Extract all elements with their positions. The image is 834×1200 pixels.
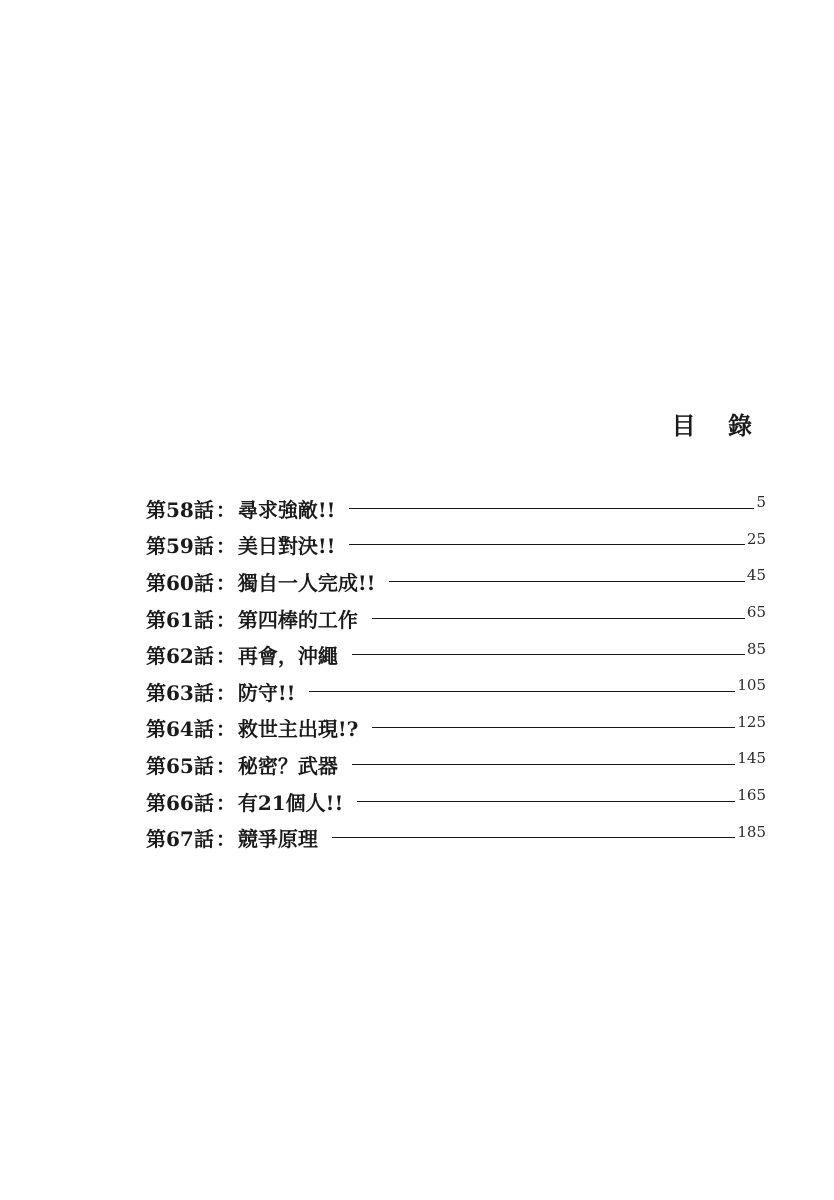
- chapter-title: 再會，沖繩: [237, 644, 338, 669]
- toc-entry: [146, 563, 766, 600]
- page-number: 105: [737, 676, 766, 695]
- page-number: 25: [746, 529, 766, 548]
- leader-line: [309, 691, 735, 692]
- chapter-label: 第59話: [146, 534, 214, 559]
- toc-entry: [146, 673, 766, 710]
- page-number: 65: [746, 603, 766, 622]
- toc-list: [146, 490, 766, 856]
- chapter-label: 第67話: [146, 827, 214, 852]
- toc-title: 目 錄: [671, 411, 764, 440]
- toc-entry: [146, 783, 766, 820]
- chapter-title: 第四棒的工作: [237, 607, 358, 632]
- separator: ：: [215, 497, 236, 522]
- toc-entry: [146, 600, 766, 637]
- toc-entry: [146, 636, 766, 673]
- page-number: 125: [737, 712, 766, 731]
- leader-line: [332, 837, 736, 838]
- chapter-title: 尋求強敵!!: [237, 497, 336, 522]
- toc-entry: [146, 819, 766, 856]
- leader-line: [389, 581, 745, 582]
- page-number: 85: [746, 639, 766, 658]
- chapter-label: 第65話: [146, 753, 214, 778]
- chapter-title: 競爭原理: [237, 827, 318, 852]
- separator: ：: [215, 534, 236, 559]
- chapter-label: 第63話: [146, 680, 214, 705]
- chapter-title: 獨自一人完成!!: [237, 570, 376, 595]
- leader-line: [372, 727, 735, 728]
- chapter-title: 救世主出現!?: [237, 717, 359, 742]
- chapter-label: 第61話: [146, 607, 214, 632]
- leader-line: [352, 764, 736, 765]
- separator: ：: [215, 680, 236, 705]
- separator: ：: [215, 753, 236, 778]
- chapter-title: 防守!!: [237, 680, 296, 705]
- leader-line: [357, 801, 735, 802]
- chapter-title: 秘密？武器: [237, 753, 338, 778]
- chapter-label: 第64話: [146, 717, 214, 742]
- page-number: 145: [737, 749, 766, 768]
- page-number: 185: [737, 822, 766, 841]
- leader-line: [352, 654, 745, 655]
- toc-entry: [146, 490, 766, 527]
- page-number: 165: [737, 786, 766, 805]
- chapter-title: 美日對決!!: [237, 534, 336, 559]
- toc-entry: [146, 746, 766, 783]
- page-number: 45: [746, 566, 766, 585]
- toc-entry: [146, 710, 766, 747]
- separator: ：: [215, 717, 236, 742]
- toc-entry: [146, 527, 766, 564]
- page-number: 5: [756, 493, 766, 512]
- chapter-label: 第66話: [146, 790, 214, 815]
- chapter-label: 第58話: [146, 497, 214, 522]
- separator: ：: [215, 827, 236, 852]
- leader-line: [349, 544, 745, 545]
- chapter-title: 有21個人!!: [237, 790, 344, 815]
- leader-line: [372, 618, 745, 619]
- separator: ：: [215, 570, 236, 595]
- separator: ：: [215, 790, 236, 815]
- chapter-label: 第62話: [146, 644, 214, 669]
- leader-line: [349, 508, 754, 509]
- separator: ：: [215, 607, 236, 632]
- chapter-label: 第60話: [146, 570, 214, 595]
- separator: ：: [215, 644, 236, 669]
